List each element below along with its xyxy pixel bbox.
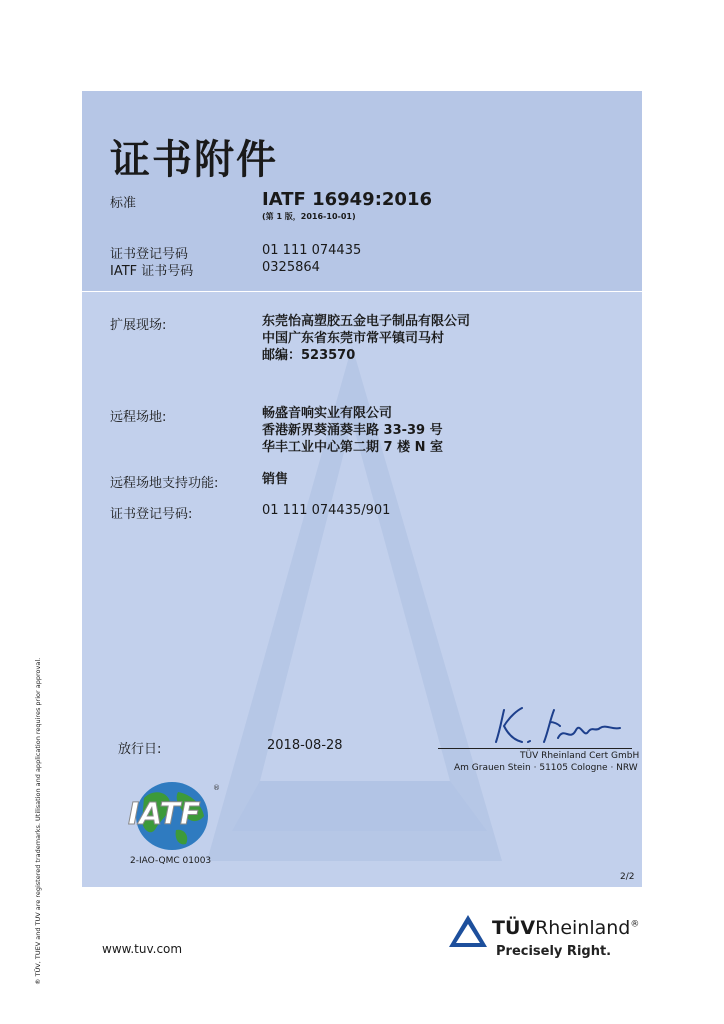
page-title: 证书附件 (110, 137, 278, 183)
remote-site-line: 华丰工业中心第二期 7 楼 N 室 (262, 440, 444, 455)
reg-number-value: 01 111 074435 (262, 243, 362, 258)
signature-address: Am Grauen Stein · 51105 Cologne · NRW (454, 763, 638, 773)
brand-registered-mark: ® (630, 919, 640, 930)
page-number: 2/2 (620, 872, 635, 882)
issue-date-label: 放行日: (118, 742, 162, 757)
remote-function-value: 销售 (262, 472, 289, 487)
brand-name (492, 917, 639, 939)
standard-value: IATF 16949:2016 (262, 189, 432, 210)
iatf-number-value: 0325864 (262, 260, 320, 275)
iatf-globe-logo-icon (118, 778, 222, 854)
iatf-number-label: IATF 证书号码 (110, 264, 194, 279)
extended-site-line: 邮编：523570 (262, 348, 356, 363)
brand-slogan: Precisely Right. (496, 944, 612, 959)
remote-reg-value: 01 111 074435/901 (262, 503, 391, 518)
iatf-registered-mark: ® (213, 784, 220, 792)
remote-site-line: 畅盛音响实业有限公司 (262, 406, 393, 421)
iatf-code: 2-IAO-QMC 01003 (130, 856, 212, 866)
standard-label: 标准 (110, 196, 137, 211)
remote-site-line: 香港新界葵涌葵丰路 33-39 号 (262, 423, 443, 438)
signature-company: TÜV Rheinland Cert GmbH (520, 751, 640, 761)
signature (488, 702, 628, 750)
tuv-triangle-logo-icon (448, 914, 488, 948)
standard-edition: (第 1 版，2016-10-01) (262, 212, 356, 221)
brand-light: Rheinland (535, 917, 631, 939)
remote-reg-label: 证书登记号码: (110, 507, 193, 522)
brand-bold: TÜV (492, 917, 536, 939)
extended-site-label: 扩展现场: (110, 318, 167, 333)
extended-site-line: 东莞怡高塑胶五金电子制品有限公司 (262, 314, 471, 329)
legal-notice: ® TÜV, TUEV and TUV are registered trademarks. Utilisation and application requires prior approval. (34, 657, 42, 985)
extended-site-line: 中国广东省东莞市常平镇司马村 (262, 331, 445, 346)
remote-function-label: 远程场地支持功能: (110, 476, 219, 491)
reg-number-label: 证书登记号码 (110, 247, 189, 262)
remote-site-label: 远程场地: (110, 410, 167, 425)
signature-line (438, 748, 632, 749)
website-link[interactable]: www.tuv.com (102, 942, 183, 956)
issue-date-value: 2018-08-28 (267, 738, 343, 753)
iatf-logo-text: IATF (128, 797, 201, 832)
